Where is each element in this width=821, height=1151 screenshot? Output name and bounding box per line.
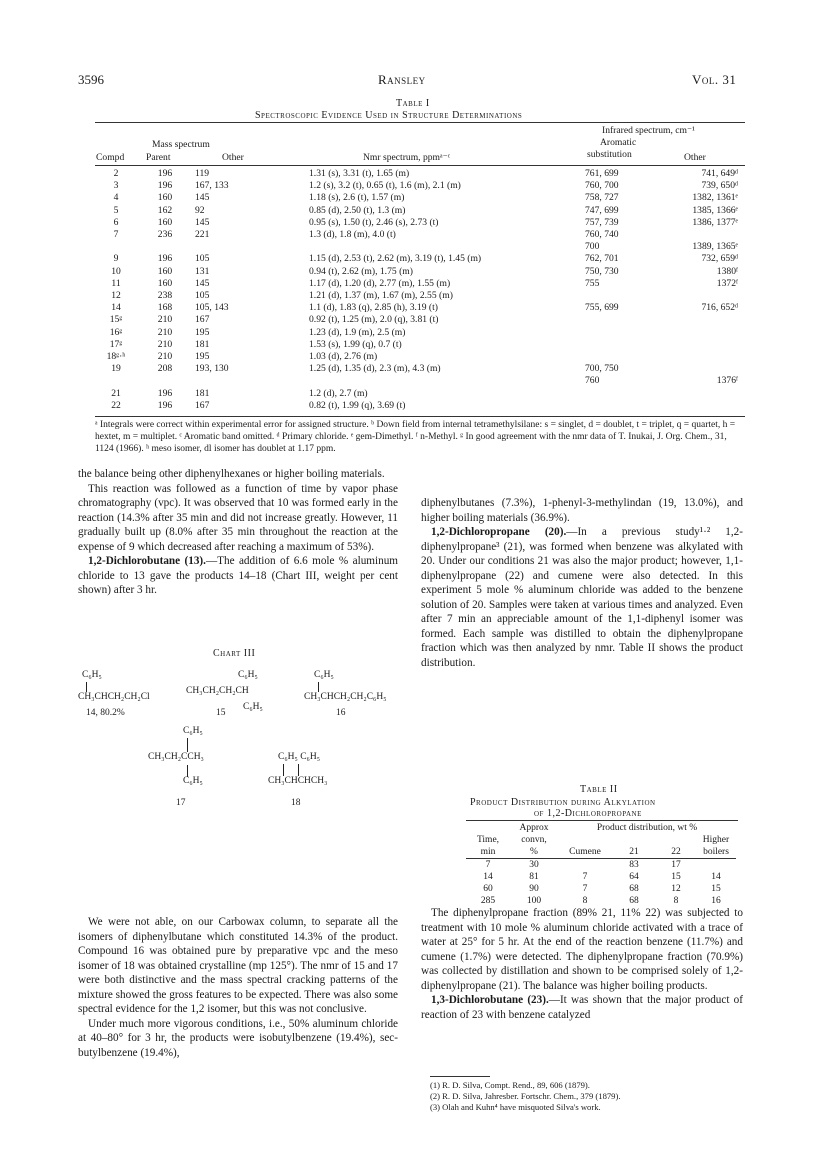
- page-number: 3596: [78, 72, 104, 87]
- table1-col-other: Other: [222, 152, 244, 163]
- t2-h-group: Product distribution, wt %: [596, 823, 698, 833]
- table2-cell-time: 14: [483, 872, 493, 882]
- table1-cell-parent: 160: [157, 277, 173, 289]
- table1-cell-parent: 238: [157, 290, 173, 302]
- table1-cell-arom: [583, 290, 673, 302]
- c15-formula: CH₃CH₂CH₂CH: [186, 686, 249, 696]
- table1-cell-compd: 14: [111, 302, 121, 314]
- c16-bond: [318, 682, 319, 692]
- t2-h-min: min: [480, 847, 496, 857]
- table1-top-rule: [95, 122, 745, 123]
- left-column-lower: [78, 915, 398, 1060]
- table1-row: [95, 327, 740, 339]
- table1-cell-ir: [673, 388, 740, 400]
- c16-formula: CH₃CHCH₂CH₂C₆H₅: [304, 692, 387, 702]
- right-column: [421, 496, 743, 670]
- table2-cell-conv: 100: [526, 896, 542, 906]
- table1-cell-ir: 1389, 1365ᵉ: [692, 241, 738, 253]
- table1-cell-other: 221: [195, 229, 210, 241]
- table2-cell-cumene: 7: [582, 872, 588, 882]
- table1-cell-parent: 196: [157, 387, 173, 399]
- table1-row: [95, 363, 740, 375]
- table1-row: [95, 168, 740, 180]
- c15-top: C₆H₅: [238, 670, 258, 680]
- ref-3: (3) Olah and Kuhn⁴ have misquoted Silva's work.: [430, 1102, 601, 1112]
- table1-cell-other: 145: [195, 192, 210, 204]
- right-para-2: [421, 525, 743, 670]
- table1-cell-other: 145: [195, 277, 210, 289]
- table1-cell-ir: [673, 363, 740, 375]
- left-para-1: the balance being other diphenylhexanes or higher boiling materials.: [78, 468, 385, 480]
- section-head-23: 1,3-Dichlorobutane (23).: [431, 994, 549, 1006]
- table1-cell-arom: 760, 700: [585, 180, 619, 192]
- table1-cell-ir: 716, 652ᵈ: [701, 302, 738, 314]
- table1-cell-other: 195: [195, 351, 210, 363]
- table1-cell-nmr: 1.15 (d), 2.53 (t), 2.62 (m), 3.19 (t), 1.45 (m): [309, 253, 482, 265]
- table1-cell-nmr: 0.92 (t), 1.25 (m), 2.0 (q), 3.81 (t): [309, 314, 439, 326]
- right-para-3: The diphenylpropane fraction (89% 21, 11% 22) was subjected to treatment with 10 mole % aluminum chloride activated with a trace of water at 25° for 5 hr. At the end of the reaction benzene (11.7%) and cumene (1.7%) were detected. The diphenylpropane fraction (70.9%) was collected by distillation and shown to be comprised solely of 1,2-diphenylpropane (21). The balance was higher boiling products.: [421, 907, 743, 992]
- right-para-4: [421, 993, 743, 1022]
- t2-h-higher: Higher: [702, 835, 730, 845]
- table1-cell-compd: 18ᵍ·ʰ: [106, 351, 126, 363]
- right-para-4-text: —It was shown that the major product of reaction of 23 with benzene catalyzed: [421, 994, 744, 1021]
- table1-row: [95, 388, 740, 400]
- table1-cell-ir: 1380ᶠ: [716, 265, 738, 277]
- table2-cell-cumene: [558, 859, 612, 872]
- table1-cell-compd: 10: [111, 265, 121, 277]
- table1-row: [95, 375, 740, 387]
- table1-row: [95, 229, 740, 241]
- table1-row: [95, 205, 740, 217]
- table2-cell-p22: 17: [671, 860, 681, 870]
- table1-row: [95, 241, 740, 253]
- t2-h-22: 22: [671, 847, 681, 857]
- table1-row: [95, 180, 740, 192]
- left-para-5: Under much more vigorous conditions, i.e., 50% aluminum chloride at 40–80° for 3 hr, the products were isobutylbenzene (19.4%), sec-butylbenzene (19.4%),: [78, 1017, 398, 1059]
- left-para-3-text: —The addition of 6.6 mole % aluminum chloride to 13 gave the products 14–18 (Chart III, weight per cent shown) after 3 hr.: [78, 555, 399, 596]
- table2-cell-p21: 83: [629, 860, 639, 870]
- table1-cell-arom: 760, 740: [585, 229, 619, 241]
- table2-cell-cumene: 7: [582, 884, 588, 894]
- table1-cell-compd: [95, 241, 137, 253]
- table1-cell-other: 105: [195, 290, 210, 302]
- left-column: [78, 467, 398, 598]
- table1-cell-arom: 755: [585, 277, 600, 289]
- table1-cell-other: 145: [195, 216, 210, 228]
- table2-cell-time: 7: [485, 860, 491, 870]
- table1-cell-ir: 1376ᶠ: [716, 375, 738, 387]
- left-para-2: This reaction was followed as a function of time by vapor phase chromatography (vpc). It was observed that 10 was formed early in the reaction (14.3% after 35 min and did not increase greatly. However, 11 gradually built up (8.0% after 35 min throughout the reaction at the expense of 9 which decreased after reaching a maximum of 53%).: [78, 482, 398, 553]
- table2-cell-p22: 12: [671, 884, 681, 894]
- table1-cell-compd: 7: [113, 229, 119, 241]
- table1-cell-ir: [673, 290, 740, 302]
- left-para-3: [78, 554, 398, 598]
- volume: Vol. 31: [692, 72, 737, 87]
- table1-cell-other: 92: [195, 204, 205, 216]
- table1-cell-ir: 741, 649ᵈ: [701, 168, 738, 179]
- table1-row: [95, 192, 740, 204]
- table2-cell-p21: 68: [629, 884, 639, 894]
- c18-bond-2: [298, 764, 299, 776]
- table1-row: [95, 217, 740, 229]
- table2-row: [466, 883, 736, 895]
- table1-cell-arom: 762, 701: [585, 253, 619, 265]
- table1-cell-other: 105: [195, 253, 210, 265]
- table1-cell-nmr: 0.95 (s), 1.50 (t), 2.46 (s), 2.73 (t): [309, 216, 439, 228]
- table1-cell-parent: [137, 375, 193, 387]
- table1-cell-arom: 758, 727: [585, 192, 619, 204]
- table2-cell-p21: 68: [629, 896, 639, 906]
- c14-formula: CH₃CHCH₂CH₂Cl: [78, 692, 150, 702]
- table2-top-rule: [466, 820, 738, 821]
- table1-cell-compd: 15ᵍ: [109, 314, 123, 326]
- table1-cell-other: 167: [195, 399, 210, 411]
- c17-bottom: C₆H₅: [183, 776, 203, 786]
- table1-cell-other: [193, 241, 307, 253]
- table1-cell-other: 181: [195, 338, 210, 350]
- table1-row: [95, 278, 740, 290]
- table1-row: [95, 253, 740, 265]
- table1-cell-parent: 196: [157, 180, 173, 192]
- table1-col-ir-other: Other: [684, 152, 706, 163]
- table2-cell-p21: 64: [629, 872, 639, 882]
- table1-row: [95, 266, 740, 278]
- table1-cell-nmr: 0.85 (d), 2.50 (t), 1.3 (m): [309, 204, 406, 216]
- table1-cell-ir: 1372ᶠ: [716, 277, 738, 289]
- table1-cell-arom: [583, 351, 673, 363]
- table1-title: Table I: [396, 98, 430, 109]
- table1-cell-compd: 11: [111, 277, 121, 289]
- table1-row: [95, 314, 740, 326]
- table1-cell-arom: 760: [585, 375, 600, 387]
- table1-cell-nmr: 1.21 (d), 1.37 (m), 1.67 (m), 2.55 (m): [309, 290, 453, 302]
- table1-row: [95, 400, 740, 412]
- c16-top: C₆H₅: [314, 670, 334, 680]
- table1-cell-ir: [673, 339, 740, 351]
- left-para-4: We were not able, on our Carbowax column, to separate all the isomers of diphenylbutane which constituted 14.3% of the product. Compound 16 was obtained pure by preparative vpc and the meso isomer of 18 was obtained crystalline (mp 125°). The nmr of 15 and 17 were both distinctive and the mass spectral cracking patterns of the mixture showed the gross features to be expected. There was also some spectral evidence for the 1,2 isomer, but this was not conclusive.: [78, 916, 398, 1015]
- t2-h-cumene: Cumene: [569, 847, 601, 857]
- table1-cell-parent: 162: [157, 204, 173, 216]
- table1-cell-other: 195: [195, 326, 210, 338]
- table1-cell-arom: 750, 730: [585, 265, 619, 277]
- table2-cell-higher: 14: [711, 872, 721, 882]
- table1-cell-ir: [673, 229, 740, 241]
- table1-row: [95, 351, 740, 363]
- table1-cell-compd: 4: [113, 192, 119, 204]
- table1-cell-compd: 16ᵍ: [109, 326, 123, 338]
- table2-cell-time: 60: [483, 884, 493, 894]
- table1-cell-arom: 761, 699: [585, 168, 619, 179]
- t2-h-time: Time,: [476, 835, 500, 845]
- table1-cell-compd: 21: [111, 387, 121, 399]
- references: [430, 1080, 740, 1113]
- table1-cell-nmr: 1.31 (s), 3.31 (t), 1.65 (m): [309, 168, 410, 179]
- table1-cell-other: 167: [195, 314, 210, 326]
- table1-cell-ir: 1386, 1377ᵉ: [692, 216, 738, 228]
- table1-cell-ir: [673, 327, 740, 339]
- table1-cell-arom: 700, 750: [585, 363, 619, 375]
- table1-cell-compd: 22: [111, 399, 121, 411]
- table1-cell-arom: [583, 314, 673, 326]
- t2-h-21: 21: [629, 847, 639, 857]
- table1-cell-parent: 236: [157, 229, 173, 241]
- c15-bottom: C₆H₅: [243, 702, 263, 712]
- table1-cell-arom: [583, 388, 673, 400]
- table2-cell-higher: [696, 859, 736, 872]
- table1-cell-ir: [673, 351, 740, 363]
- t2-h-boilers: boilers: [703, 847, 729, 857]
- table1-cell-arom: 755, 699: [585, 302, 619, 314]
- table1-cell-parent: 208: [157, 363, 173, 375]
- table2-cell-time: 285: [480, 896, 496, 906]
- table2-cell-conv: 90: [529, 884, 539, 894]
- section-head-13: 1,2-Dichlorobutane (13).: [88, 555, 206, 567]
- refs-rule: [430, 1076, 490, 1077]
- table2-cell-conv: 30: [529, 860, 539, 870]
- table2-cell-p22: 8: [673, 896, 679, 906]
- table1-cell-other: 193, 130: [195, 363, 229, 375]
- table1-cell-other: 119: [195, 168, 210, 179]
- running-head: Ransley: [378, 72, 426, 87]
- table1-cell-compd: 12: [111, 290, 121, 302]
- table1-header-rule: [95, 165, 745, 166]
- table2-title: Table II: [580, 784, 618, 795]
- table1-cell-compd: [95, 375, 137, 387]
- table1-cell-parent: 210: [157, 351, 173, 363]
- t2-h-convn: convn,: [521, 835, 547, 845]
- table2-row: [466, 871, 736, 883]
- table1-bottom-rule: [95, 416, 745, 417]
- table1-cell-other: [193, 375, 307, 387]
- table1-cell-compd: 6: [113, 216, 119, 228]
- table1-col-subst: substitution: [587, 149, 632, 160]
- table1-cell-parent: 196: [157, 399, 173, 411]
- chart-iii: [78, 648, 408, 848]
- table1: [95, 168, 740, 412]
- table1-cell-nmr: 1.25 (d), 1.35 (d), 2.3 (m), 4.3 (m): [309, 363, 441, 375]
- table1-cell-ir: 1385, 1366ᵉ: [692, 204, 738, 216]
- table1-cell-nmr: 1.23 (d), 1.9 (m), 2.5 (m): [309, 326, 406, 338]
- c15-label: 15: [216, 708, 226, 718]
- table1-cell-arom: 700: [585, 241, 600, 253]
- table1-cell-parent: 210: [157, 314, 173, 326]
- ref-2: (2) R. D. Silva, Jahresber. Fortschr. Chem., 379 (1879).: [430, 1091, 621, 1101]
- table1-cell-nmr: 1.3 (d), 1.8 (m), 4.0 (t): [309, 229, 396, 241]
- c18-label: 18: [291, 798, 301, 808]
- right-column-lower: [421, 906, 743, 1022]
- table1-cell-other: 181: [195, 387, 210, 399]
- c17-formula: CH₃CH₂CCH₃: [148, 752, 204, 762]
- table1-cell-parent: 196: [157, 253, 173, 265]
- table1-cell-compd: 9: [113, 253, 119, 265]
- table1-cell-compd: 5: [113, 204, 119, 216]
- table1-cell-nmr: 1.2 (d), 2.7 (m): [309, 387, 368, 399]
- table1-cell-nmr: 1.2 (s), 3.2 (t), 0.65 (t), 1.6 (m), 2.1 (m): [309, 180, 461, 192]
- c14-top: C₆H₅: [82, 670, 102, 680]
- ref-1: (1) R. D. Silva, Compt. Rend., 89, 606 (1879).: [430, 1080, 590, 1090]
- table1-cell-nmr: 1.53 (s), 1.99 (q), 0.7 (t): [309, 338, 402, 350]
- table1-cell-compd: 19: [111, 363, 121, 375]
- table1-cell-nmr: 0.82 (t), 1.99 (q), 3.69 (t): [309, 399, 406, 411]
- table1-cell-arom: 747, 699: [585, 204, 619, 216]
- right-para-2-text: —In a previous study¹·² 1,2-diphenylpropane³ (21), was formed when benzene was alkylated with 20. Under our conditions 21 was also the major product; however, 1,1-diphenylpropane (22) and cumene were also detected. In this experiment 5 mole % aluminum chloride was added to the benzene solution of 20. Samples were taken at various times and analyzed. Even after 7 min an appreciable amount of the 1,1-diphenyl isomer was formed. Each sample was distilled to obtain the diphenylpropane fraction which was then analyzed by nmr. Table II shows the product distribution.: [421, 526, 743, 669]
- table1-cell-ir: 739, 650ᵈ: [701, 180, 738, 192]
- table2-subtitle-2: of 1,2-Dichloropropane: [534, 808, 642, 819]
- table1-cell-other: 167, 133: [195, 180, 229, 192]
- table1-row: [95, 339, 740, 351]
- c14-label: 14, 80.2%: [86, 708, 125, 718]
- c17-bond-up: [187, 738, 188, 752]
- table1-group-mass: Mass spectrum: [152, 139, 210, 150]
- table1-cell-parent: 160: [157, 265, 173, 277]
- chart-title: Chart III: [213, 648, 256, 659]
- table2-row: [466, 859, 736, 872]
- table1-cell-nmr: 1.03 (d), 2.76 (m): [309, 351, 378, 363]
- table2: [466, 822, 736, 907]
- table1-cell-nmr: [307, 375, 583, 387]
- table1-cell-nmr: 1.17 (d), 1.20 (d), 2.77 (m), 1.55 (m): [309, 277, 451, 289]
- table1-cell-other: 105, 143: [195, 302, 229, 314]
- table1-cell-compd: 2: [113, 168, 119, 179]
- table1-aromatic: Aromatic: [600, 137, 637, 148]
- table1-cell-ir: [673, 400, 740, 412]
- right-para-1: diphenylbutanes (7.3%), 1-phenyl-3-methylindan (19, 13.0%), and higher boiling materials (36.9%).: [421, 497, 743, 524]
- table1-cell-nmr: 1.1 (d), 1.83 (q), 2.85 (h), 3.19 (t): [309, 302, 438, 314]
- table1-group-ir: Infrared spectrum, cm⁻¹: [602, 125, 695, 136]
- table1-cell-nmr: [307, 241, 583, 253]
- table2-cell-cumene: 8: [582, 896, 588, 906]
- table1-cell-nmr: 0.94 (t), 2.62 (m), 1.75 (m): [309, 265, 413, 277]
- table1-cell-nmr: 1.18 (s), 2.6 (t), 1.57 (m): [309, 192, 405, 204]
- section-head-20: 1,2-Dichloropropane (20).: [431, 526, 567, 538]
- table2-cell-p22: 15: [671, 872, 681, 882]
- table1-cell-ir: 1382, 1361ᵉ: [692, 192, 738, 204]
- table1-cell-arom: [583, 327, 673, 339]
- c18-formula: CH₃CHCHCH₃: [268, 776, 328, 786]
- table1-col-nmr: Nmr spectrum, ppmᵃ⁻ᶜ: [363, 152, 451, 163]
- table1-cell-parent: 196: [157, 168, 173, 179]
- table1-cell-parent: 168: [157, 302, 173, 314]
- table1-footnotes: ᵃ Integrals were correct within experimental error for assigned structure. ᵇ Down field from internal tetramethylsilane: s = singlet, d = doublet, t = triplet, q = quartet, h = hextet, m = multiplet. ᶜ Aromatic band omitted. ᵈ Primary chloride. ᵉ gem-Dimethyl. ᶠ n-Methyl. ᵍ In good agreement with the nmr data of T. Inukai, J. Org. Chem., 31, 1124 (1966). ʰ meso isomer, dl isomer has doublet at 1.17 ppm.: [95, 420, 736, 454]
- table1-cell-other: 131: [195, 265, 210, 277]
- table1-cell-compd: 17ᵍ: [109, 338, 123, 350]
- table1-cell-ir: 732, 659ᵈ: [701, 253, 738, 265]
- table1-col-compd: Compd: [96, 152, 125, 163]
- c16-label: 16: [336, 708, 346, 718]
- c17-top: C₆H₅: [183, 726, 203, 736]
- table1-cell-parent: 160: [157, 192, 173, 204]
- t2-h-approx: Approx: [519, 823, 549, 833]
- table1-cell-arom: [583, 339, 673, 351]
- table2-cell-conv: 81: [529, 872, 539, 882]
- table1-cell-arom: 757, 739: [585, 216, 619, 228]
- c18-bond-1: [283, 764, 284, 776]
- c14-bond: [86, 682, 87, 692]
- table1-subtitle: Spectroscopic Evidence Used in Structure Determinations: [255, 110, 523, 121]
- table1-row: [95, 302, 740, 314]
- table2-cell-higher: 15: [711, 884, 721, 894]
- c18-top: C₆H₅ C₆H₅: [278, 752, 321, 762]
- table1-cell-arom: [583, 400, 673, 412]
- table1-cell-ir: [673, 314, 740, 326]
- table1-cell-parent: 210: [157, 338, 173, 350]
- table1-row: [95, 290, 740, 302]
- t2-h-pct: %: [530, 847, 538, 857]
- table1-col-parent: Parent: [146, 152, 171, 163]
- c17-label: 17: [176, 798, 186, 808]
- table2-cell-higher: 16: [711, 896, 721, 906]
- table1-cell-parent: [137, 241, 193, 253]
- table2-subtitle-1: Product Distribution during Alkylation: [470, 797, 656, 808]
- table1-cell-parent: 160: [157, 216, 173, 228]
- table1-cell-compd: 3: [113, 180, 119, 192]
- table1-cell-parent: 210: [157, 326, 173, 338]
